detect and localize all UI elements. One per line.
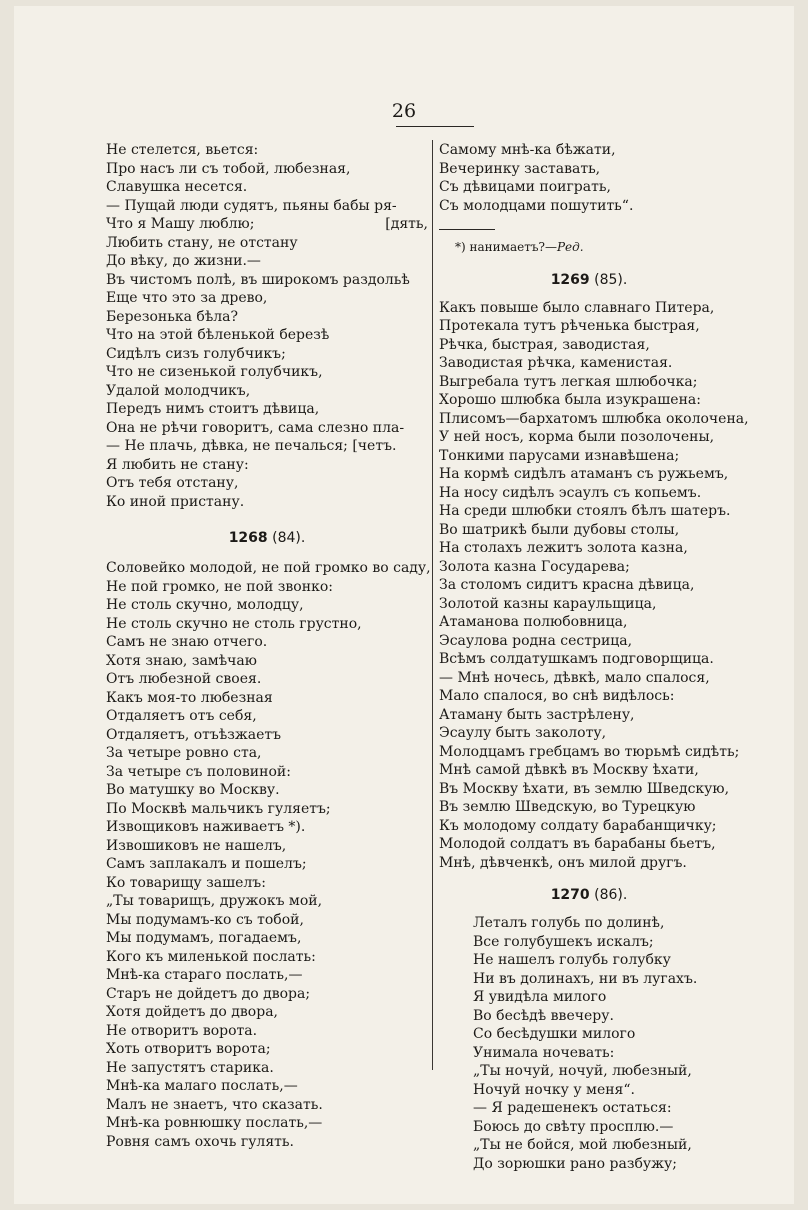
verse-line: „Ты товарищъ, дружокъ мой,: [106, 893, 323, 909]
song-1268-text: [106, 559, 431, 1151]
verse-line: Леталъ голубь по долинѣ,: [473, 915, 665, 931]
verse-line: Отъ тебя отстану,: [106, 475, 239, 491]
verse-line: Что не сизенькой голубчикъ,: [106, 364, 323, 380]
verse-wrap-tail: [дять,: [385, 216, 428, 232]
verse-line: Съ дѣвицами поиграть,: [439, 179, 611, 195]
verse-line: Мы подумамъ-ко съ тобой,: [106, 911, 304, 928]
verse-line: Какъ повыше было славнаго Питера,: [439, 299, 715, 316]
verse-line: Атаманова полюбовница,: [439, 614, 628, 630]
verse-line: Съ молодцами пошутить“.: [439, 197, 634, 214]
verse-line-with-wrap: [106, 215, 428, 234]
verse-line: На носу сидѣлъ эсаулъ съ копьемъ.: [439, 484, 702, 501]
verse-line: Старъ не дойдетъ до двора;: [106, 985, 311, 1002]
verse-line: Ночуй ночку у меня“.: [473, 1081, 635, 1098]
verse-line: Славушка несется.: [106, 179, 248, 195]
verse-line: Соловейко молодой, не пой громко во саду,: [106, 560, 431, 576]
song-heading-1270: [439, 886, 739, 904]
verse-line: Вечеринку заставать,: [439, 160, 601, 177]
verse-line: Сидѣлъ сизъ голубчикъ;: [106, 345, 286, 362]
verse-line: Извощиковъ наживаетъ *).: [106, 819, 306, 835]
verse-line: „Ты ночуй, ночуй, любезный,: [473, 1063, 692, 1079]
verse-line: Ни въ долинахъ, ни въ лугахъ.: [473, 970, 698, 987]
verse-line: Тонкими парусами изнавѣшена;: [439, 447, 680, 464]
verse-line: Мало спалося, во снѣ видѣлось:: [439, 688, 675, 704]
verse-line: Атаману быть застрѣлену,: [439, 706, 635, 723]
verse-line: „Ты не бойся, мой любезный,: [473, 1137, 692, 1153]
verse-line: Малъ не знаетъ, что сказать.: [106, 1096, 323, 1113]
footnote: [439, 238, 739, 257]
verse-line: — Не плачь, дѣвка, не печалься; [четъ.: [106, 438, 397, 454]
verse-line: Заводистая рѣчка, каменистая.: [439, 355, 673, 371]
verse-line: Я увидѣла милого: [473, 989, 607, 1005]
verse-line: Отдаляетъ отъ себя,: [106, 708, 257, 724]
verse-line: Любить стану, не отстану: [106, 234, 298, 251]
verse-line: Мнѣ-ка малаго послать,—: [106, 1078, 298, 1094]
verse-line: Мнѣ-ка ровнюшку послать,—: [106, 1115, 323, 1131]
song-1269-text: [439, 299, 749, 873]
left-column: [106, 141, 431, 1151]
footnote-editor-mark: Ред.: [556, 240, 584, 254]
verse-line: Все голубушекъ искалъ;: [473, 933, 654, 950]
verse-line: Кого къ миленькой послать:: [106, 948, 316, 965]
verse-line: — Мнѣ ночесь, дѣвкѣ, мало спалося,: [439, 669, 710, 686]
page-number: 26: [391, 100, 417, 122]
verse-line: Не пой громко, не пой звонко:: [106, 578, 333, 595]
verse-line: Отъ любезной своея.: [106, 671, 262, 687]
song-continuation-intro: [106, 141, 428, 511]
verse-line: За столомъ сидитъ красна дѣвица,: [439, 577, 695, 593]
song-number: 1269: [550, 271, 590, 288]
verse-line: Я любить не стану:: [106, 456, 249, 473]
column-divider: [432, 140, 433, 1070]
verse-line: Еще что это за древо,: [106, 290, 268, 306]
verse-line: Мнѣ-ка стараго послать,—: [106, 967, 303, 983]
right-column: [439, 141, 749, 1173]
verse-line: Не запустятъ старика.: [106, 1059, 274, 1076]
verse-line: Въ Москву ѣхати, въ землю Шведскую,: [439, 780, 730, 797]
verse-line: Молодцамъ гребцамъ во тюрьмѣ сидѣть;: [439, 743, 740, 760]
verse-line: Мнѣ самой дѣвкѣ въ Москву ѣхати,: [439, 762, 699, 778]
verse-line: До вѣку, до жизни.—: [106, 253, 261, 269]
verse-line: Извошиковъ не нашелъ,: [106, 837, 287, 854]
verse-line: Къ молодому солдату барабанщичку;: [439, 817, 717, 834]
verse-line: Во бесѣдѣ ввечеру.: [473, 1007, 614, 1024]
verse-line: Всѣмъ солдатушкамъ подговорщица.: [439, 651, 714, 667]
verse-line: Отдаляетъ, отъѣзжаетъ: [106, 726, 282, 743]
footnote-rule: [439, 229, 495, 230]
verse-line: Во шатрикѣ были дубовы столы,: [439, 521, 680, 538]
verse-line: Самъ не знаю отчего.: [106, 634, 268, 650]
song-1270-text: [439, 914, 739, 1173]
verse-line: Хорошо шлюбка была изукрашена:: [439, 392, 701, 408]
verse-line: Не стелется, вьется:: [106, 142, 259, 158]
verse-line: Въ чистомъ полѣ, въ широкомъ раздольѣ: [106, 271, 410, 288]
verse-line: Въ землю Шведскую, во Турецкую: [439, 799, 696, 815]
verse-line: Мы подумамъ, погадаемъ,: [106, 930, 302, 946]
verse-line: Унимала ночевать:: [473, 1044, 615, 1061]
verse-line: Передъ нимъ стоитъ дѣвица,: [106, 401, 320, 417]
verse-line: Со бесѣдушки милого: [473, 1026, 636, 1042]
verse-line: Хоть отворитъ ворота;: [106, 1041, 271, 1057]
verse-line: Во матушку во Москву.: [106, 782, 280, 798]
verse-line: Эсаулова родна сестрица,: [439, 632, 633, 649]
verse-line: Не нашелъ голубь голубку: [473, 952, 671, 968]
verse-line: Плисомъ—бархатомъ шлюбка околочена,: [439, 410, 749, 427]
verse-line: — Я радешенекъ остаться:: [473, 1100, 672, 1116]
verse-line: — Пущай люди судятъ, пьяны бабы ря-: [106, 197, 397, 214]
header-rule: [396, 126, 474, 127]
verse-line: Боюсь до свѣту просплю.—: [473, 1118, 674, 1135]
song-number: 1268: [228, 530, 268, 546]
verse-line: Хотя дойдетъ до двора,: [106, 1004, 278, 1020]
song-number: 1270: [550, 887, 590, 903]
song-continuation-ending: [439, 141, 739, 215]
verse-line: На кормѣ сидѣлъ атаманъ съ ружьемъ,: [439, 466, 729, 482]
footnote-text: *) нанимаетъ?—: [455, 240, 557, 254]
verse-line: Самъ заплакалъ и пошелъ;: [106, 856, 307, 872]
verse-line: Золотой казны караульщица,: [439, 595, 657, 612]
verse-line: Что я Машу люблю;: [106, 216, 255, 232]
verse-line: У ней носъ, корма были позолочены,: [439, 429, 715, 445]
verse-line: За четыре съ половиной:: [106, 763, 291, 780]
verse-line: Рѣчка, быстрая, заводистая,: [439, 336, 650, 353]
verse-line: Выгребала тутъ легкая шлюбочка;: [439, 373, 698, 390]
song-alt-number: (86).: [594, 887, 628, 903]
verse-line: Не отворитъ ворота.: [106, 1022, 258, 1039]
verse-line: По Москвѣ мальчикъ гуляетъ;: [106, 800, 331, 817]
verse-line: Молодой солдатъ въ барабаны бьетъ,: [439, 836, 716, 852]
verse-line: До зорюшки рано разбужу;: [473, 1155, 677, 1172]
song-alt-number: (84).: [272, 530, 306, 546]
verse-line: Она не рѣчи говоритъ, сама слезно пла-: [106, 419, 405, 436]
verse-line: Самому мнѣ-ка бѣжати,: [439, 142, 616, 158]
verse-line: На столахъ лежитъ золота казна,: [439, 540, 688, 556]
verse-line: Не столь скучно не столь грустно,: [106, 615, 362, 632]
verse-line: На среди шлюбки стоялъ бѣлъ шатеръ.: [439, 503, 731, 519]
song-heading-1268: [106, 529, 428, 547]
verse-line: Протекала тутъ рѣченька быстрая,: [439, 318, 700, 334]
verse-line: Эсаулу быть заколоту,: [439, 725, 607, 741]
verse-line: Березонька бѣла?: [106, 308, 239, 325]
song-alt-number: (85).: [594, 271, 628, 288]
verse-line: Золота казна Государева;: [439, 558, 630, 575]
verse-line: Хотя знаю, замѣчаю: [106, 652, 257, 669]
verse-line: Удалой молодчикъ,: [106, 382, 251, 399]
verse-line: Какъ моя-то любезная: [106, 689, 273, 706]
verse-line: Ко товарищу зашелъ:: [106, 874, 266, 891]
verse-line: Ко иной пристану.: [106, 493, 245, 510]
song-heading-1269: [439, 271, 739, 289]
verse-line: Мнѣ, дѣвченкѣ, онъ милой другъ.: [439, 854, 687, 871]
verse-line: За четыре ровно ста,: [106, 745, 262, 761]
verse-line: Не столь скучно, молодцу,: [106, 597, 304, 613]
verse-line: Что на этой бѣленькой березѣ: [106, 327, 330, 343]
verse-line: Про насъ ли съ тобой, любезная,: [106, 160, 351, 177]
verse-line: Ровня самъ охочь гулять.: [106, 1133, 294, 1150]
